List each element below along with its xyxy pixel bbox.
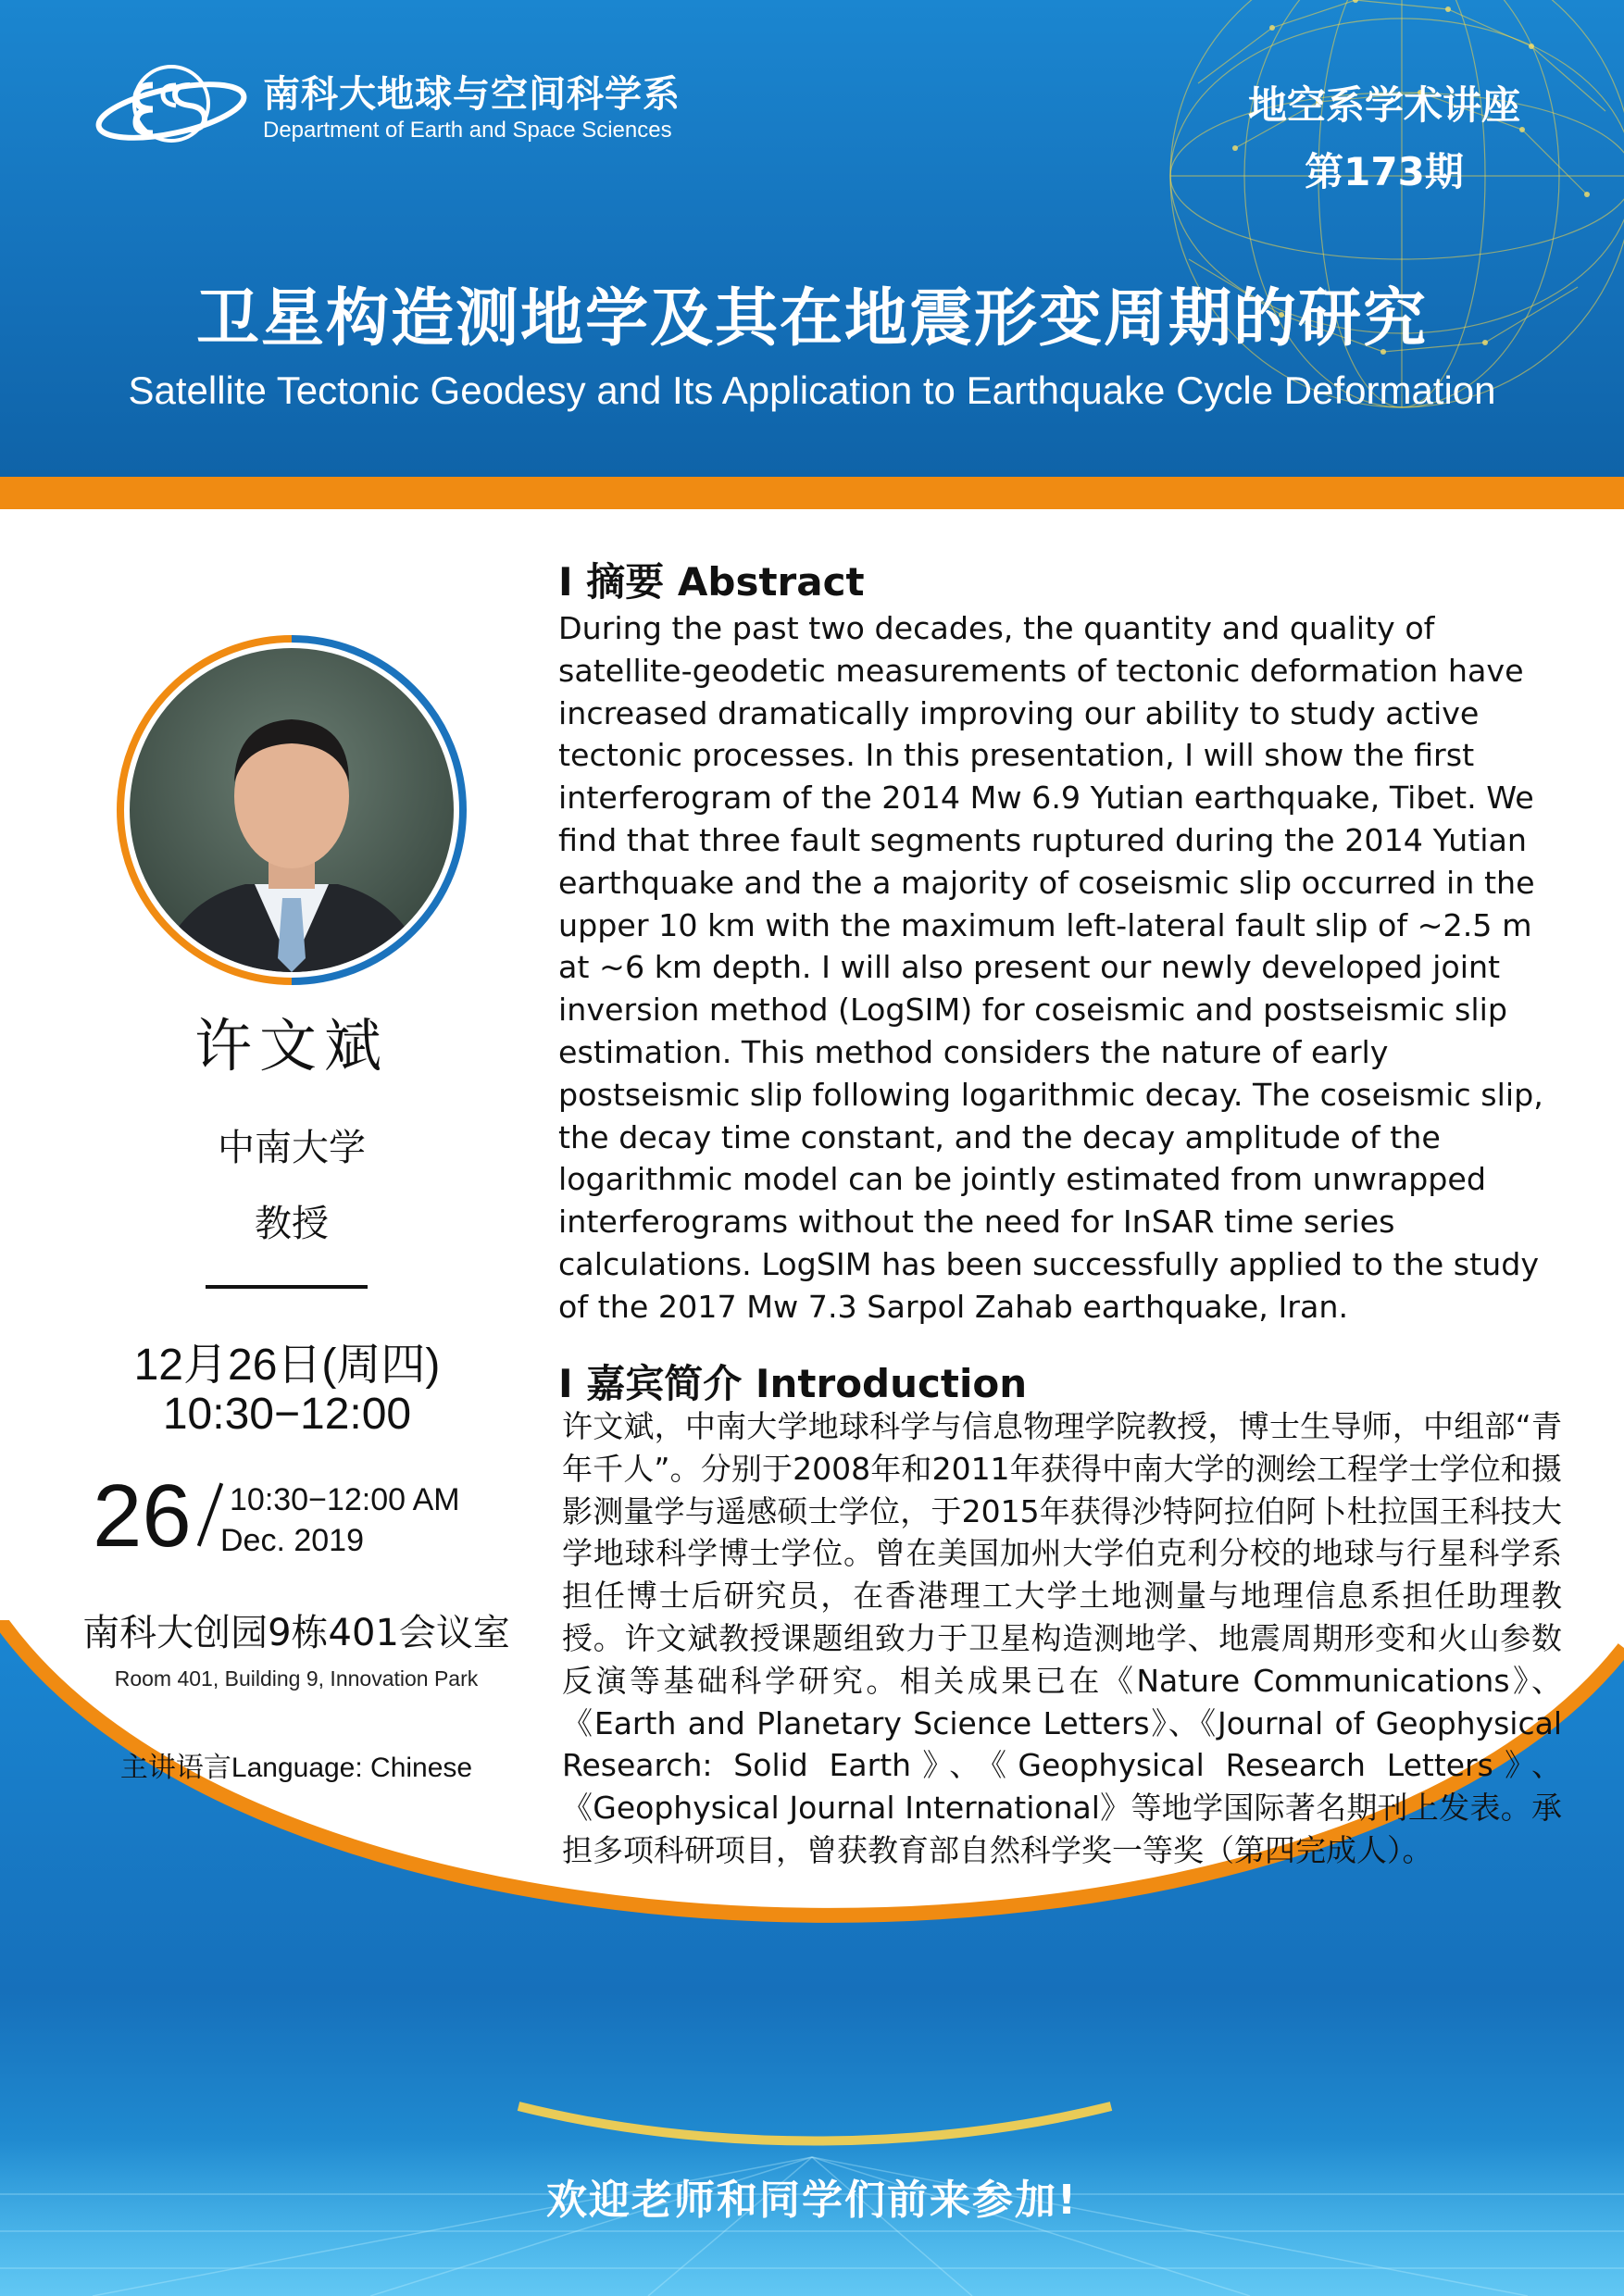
welcome-message: 欢迎老师和同学们前来参加! bbox=[545, 2177, 1079, 2224]
title-en: Satellite Tectonic Geodesy and Its Application to Earthquake Cycle Deformation bbox=[128, 368, 1496, 412]
date-cn: 12月26日(周四) bbox=[133, 1341, 441, 1390]
day-number: 26 bbox=[93, 1466, 192, 1566]
month-year-en: Dec. 2019 bbox=[220, 1523, 364, 1558]
time-en: 10:30−12:00 AM bbox=[230, 1482, 460, 1517]
department-logo bbox=[93, 57, 681, 159]
venue-cn: 南科大创园9栋401会议室 bbox=[82, 1612, 510, 1654]
department-name-en: Department of Earth and Space Sciences bbox=[263, 118, 672, 143]
series-name: 地空系学术讲座 bbox=[1247, 82, 1520, 128]
abstract-text: During the past two decades, the quantity and quality of satellite-geodetic measurements of tectonic deformation have increased dramatically improving our ability to study active tectonic processes. In this presentation, I will show the first interferogram of the 2014 Mw 6.9 Yutian earthquake, Tibet. We find that three fault segments ruptured during the 2014 Yutian earthquake and the a majority of coseismic slip occurred in the upper 10 km with the maximum left-lateral fault slip of ~2.5 m at ~6 km depth. I will also present our newly developed joint inversion method (LogSIM) for coseismic and postseismic slip estimation. This method considers the nature of early postseismic slip following logarithmic decay. The coseismic slip, the decay time constant, and the decay amplitude of the logarithmic model can be jointly estimated from unwrapped interferograms without the need for InSAR time series calculations. LogSIM has been successfully applied to the study of the 2017 Mw 7.3 Sarpol Zahab earthquake, Iran. bbox=[558, 610, 1543, 1325]
ess-logo-icon bbox=[93, 57, 250, 159]
speaker-position: 教授 bbox=[255, 1203, 329, 1245]
title-cn: 卫星构造测地学及其在地震形变周期的研究 bbox=[195, 282, 1428, 356]
speaker-photo bbox=[116, 634, 468, 986]
speaker-name: 许文斌 bbox=[194, 1012, 389, 1079]
date-slash bbox=[197, 1482, 223, 1546]
abstract-heading: I 摘要 Abstract bbox=[558, 559, 865, 605]
series-issue: 第173期 bbox=[1305, 149, 1464, 194]
department-name-cn: 南科大地球与空间科学系 bbox=[263, 73, 681, 116]
introduction-heading: I 嘉宾简介 Introduction bbox=[558, 1361, 1028, 1406]
divider-line bbox=[206, 1285, 368, 1289]
venue-en: Room 401, Building 9, Innovation Park bbox=[114, 1666, 479, 1691]
introduction-text: 许文斌，中南大学地球科学与信息物理学院教授，博士生导师，中组部“青年千人”。分别于2008年和2011年获得中南大学的测绘工程学士学位和摄影测量学与遥感硕士学位，于2015年获得沙特阿拉伯阿卜杜拉国王科技大学地球科学博士学位。曾在美国加州大学伯克利分校的地球与行星科学系担任博士后研究员，在香港理工大学土地测量与地理信息系担任助理教授。许文斌教授课题组致力于卫星构造测地学、地震周期形变和火山参数反演等基础科学研究。相关成果已在《Nature Communications》、《Earth and Planetary Science Letters》、《Journal of Geophysical Research: Solid Earth》、《Geophysical Research Letters》、《Geophysical Journal International》等地学国际著名期刊上发表。承担多项科研项目，曾获教育部自然科学奖一等奖（第四完成人）。 bbox=[562, 1408, 1562, 1868]
orange-divider-bar bbox=[0, 477, 1624, 509]
speaker-affiliation: 中南大学 bbox=[218, 1127, 366, 1169]
lecture-language: 主讲语言Language: Chinese bbox=[119, 1753, 473, 1783]
header-banner bbox=[0, 0, 1624, 477]
lecture-series bbox=[1204, 72, 1565, 206]
time-cn: 10:30−12:00 bbox=[162, 1390, 412, 1439]
